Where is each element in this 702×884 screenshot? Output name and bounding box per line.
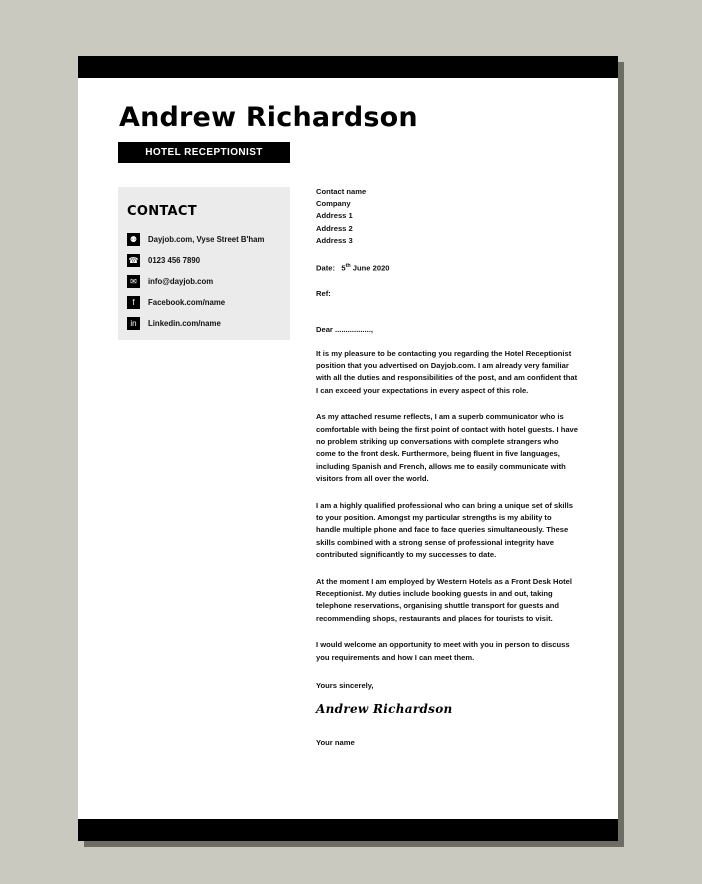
date-suffix: th [345,263,351,270]
facebook-icon: f [127,296,140,309]
letter-body [316,186,578,747]
date-label: Date: [316,263,335,273]
list-item [127,229,287,250]
job-title-badge [118,142,290,163]
list-item [127,313,287,334]
email-icon: ✉ [127,275,140,288]
recipient-company: Company [316,199,351,209]
location-pin-icon: ⚉ [127,233,140,246]
bottom-black-band [78,819,618,841]
list-item [127,250,287,271]
contact-list [127,229,287,334]
list-item [127,271,287,292]
linkedin-icon: in [127,317,140,330]
job-title-label: HOTEL RECEPTIONIST [145,147,263,158]
recipient-address-2: Address 2 [316,223,353,233]
top-black-band [78,56,618,78]
contact-panel [118,187,290,340]
letter-paragraph-5: I would welcome an opportunity to meet with you in person to discuss you requirements and how I can meet them. [316,640,570,662]
date-day: 5 [341,263,346,273]
contact-address-text: Dayjob.com, Vyse Street B'ham [148,235,265,244]
contact-facebook-text: Facebook.com/name [148,298,226,307]
letter-closing: Yours sincerely, [316,681,374,691]
phone-icon: ☎ [127,254,140,267]
date-rest: June 2020 [352,263,390,273]
signature: Andrew Richardson [316,702,453,717]
letter-date [316,263,578,273]
your-name-placeholder: Your name [316,738,355,748]
contact-heading: CONTACT [127,204,197,219]
list-item [127,292,287,313]
letter-paragraph-1: It is my pleasure to be contacting you regarding the Hotel Receptionist position that you advertised on Dayjob.com. I am already very familiar with all the duties and responsibilities of the post, and am confident that I can exceed your expectations in every aspect of this role. [316,348,578,395]
letter-paragraph-4: At the moment I am employed by Western Hotels as a Front Desk Hotel Receptionist. My duties include booking guests in and out, taking telephone reservations, organising shuttle transport for guests and recommending shops, restaurants and places for tourists to visit. [316,576,572,623]
cover-letter-page [78,56,618,841]
letter-paragraph-3: I am a highly qualified professional who can bring a unique set of skills to your position. Amongst my particular strengths is my ability to handle multiple phone and face to face queries simultaneously. These skills combined with a strong sense of professional integrity have contributed significantly to my successes to date. [316,500,573,560]
page-title: Andrew Richardson [119,102,418,133]
contact-phone-text: 0123 456 7890 [148,256,201,265]
recipient-address-3: Address 3 [316,235,353,245]
letter-ref: Ref: [316,288,331,298]
contact-linkedin-text: Linkedin.com/name [148,319,221,328]
contact-email-text: info@dayjob.com [148,277,214,286]
letter-paragraph-2: As my attached resume reflects, I am a superb communicator who is comfortable with being the first point of contact with hotel guests. I have no problem striking up conversations with complete strangers who come to the front desk. Furthermore, being fluent in five languages, including Spanish and French, allows me to easily communicate with visitors from all over the world. [316,412,578,484]
recipient-address-1: Address 1 [316,211,353,221]
recipient-contact-name: Contact name [316,187,367,196]
letter-salutation: Dear ................., [316,324,373,334]
